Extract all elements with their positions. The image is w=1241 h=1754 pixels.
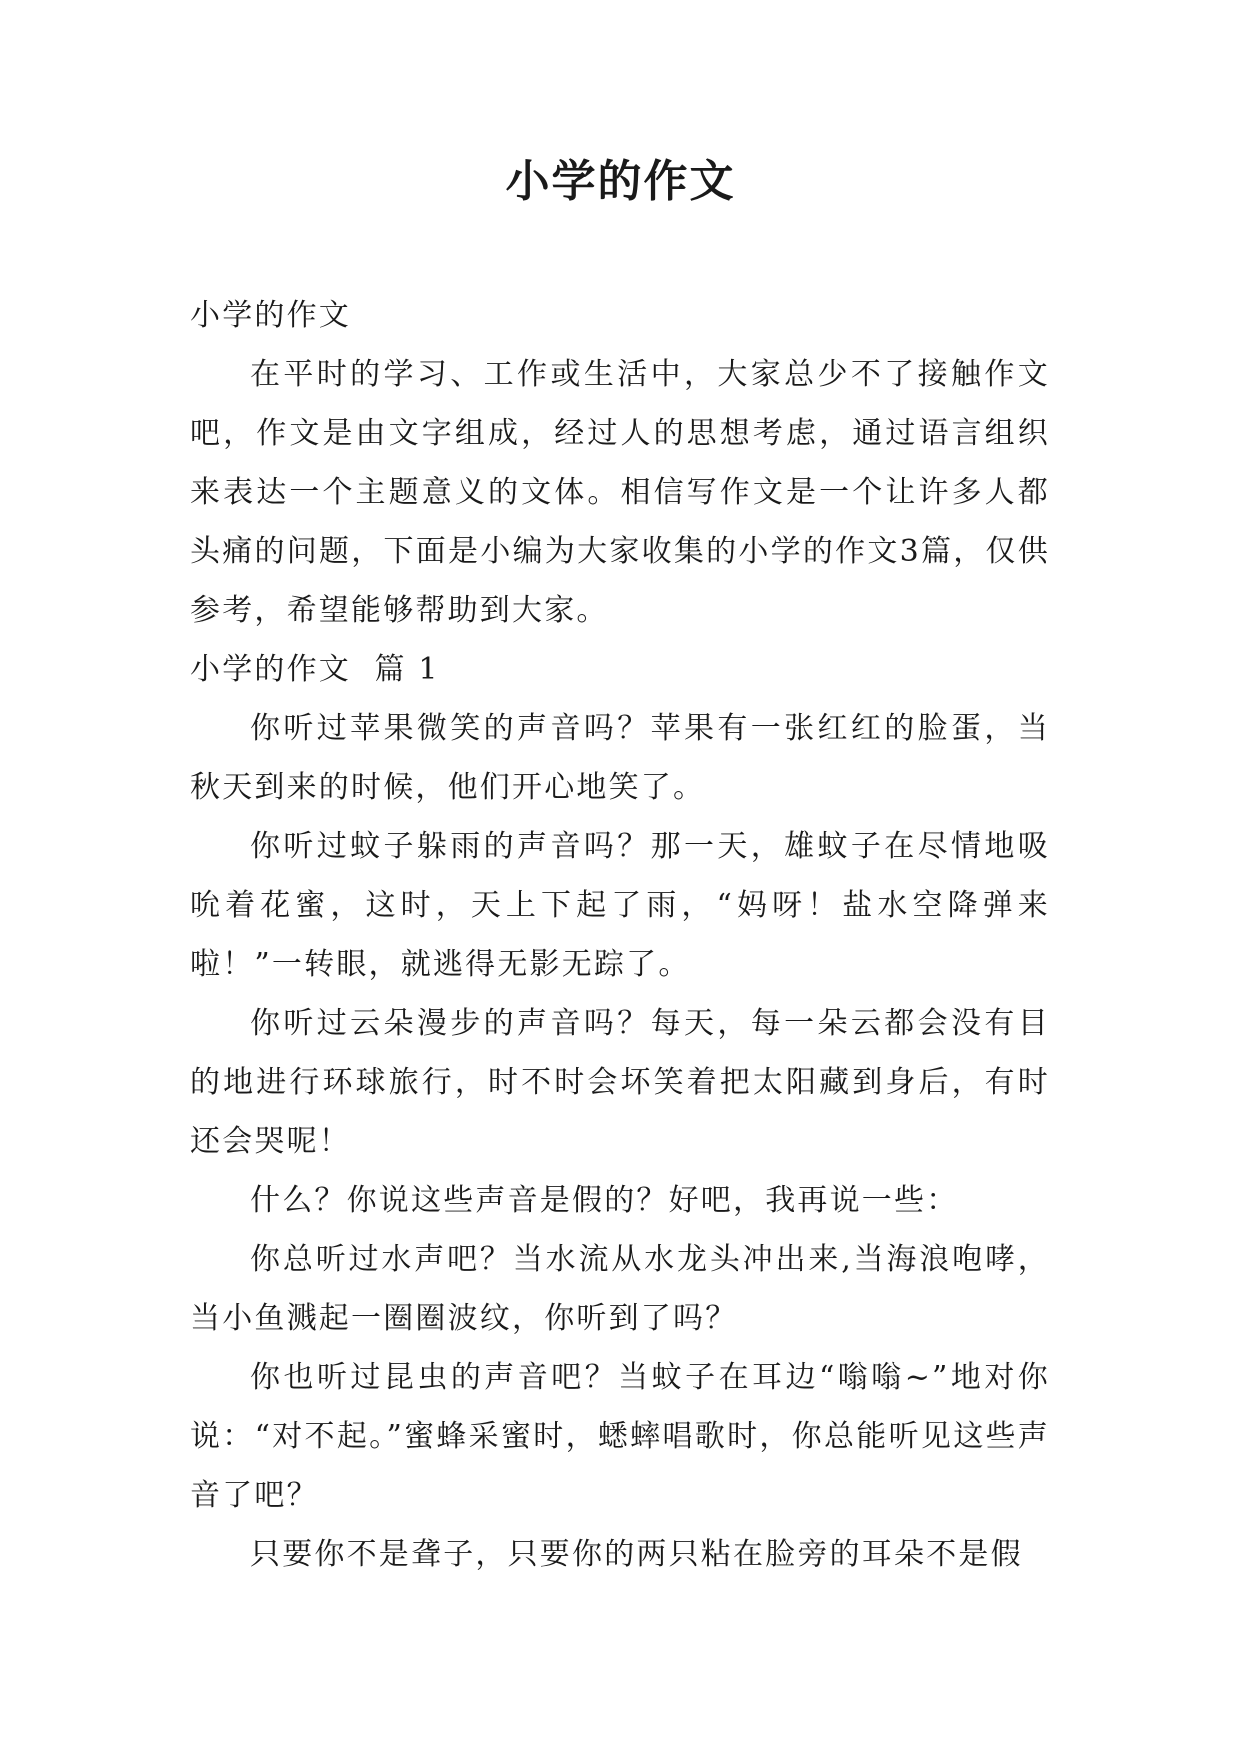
- body-paragraph: 你听过蚊子躲雨的声音吗？那一天，雄蚊子在尽情地吸吮着花蜜，这时，天上下起了雨，“妈呀！盐水空降弹来啦！”一转眼，就逃得无影无踪了。: [190, 829, 1050, 982]
- body-paragraph: 你听过云朵漫步的声音吗？每天，每一朵云都会没有目的地进行环球旅行，时不时会坏笑着把太阳藏到身后，有时还会哭呢！: [190, 1006, 1050, 1159]
- body-paragraph: 只要你不是聋子，只要你的两只粘在脸旁的耳朵不是假: [250, 1537, 1023, 1572]
- body-paragraph: 什么？你说这些声音是假的？好吧，我再说一些：: [250, 1183, 959, 1218]
- section-heading: 小学的作文 篇 1: [190, 652, 440, 687]
- document-subtitle: 小学的作文: [190, 298, 351, 333]
- intro-paragraph: 在平时的学习、工作或生活中，大家总少不了接触作文吧，作文是由文字组成，经过人的思想考虑，通过语言组织来表达一个主题意义的文体。相信写作文是一个让许多人都头痛的问题，下面是小编为大家收集的小学的作文3篇，仅供参考，希望能够帮助到大家。: [190, 357, 1050, 628]
- body-paragraph: 你听过苹果微笑的声音吗？苹果有一张红红的脸蛋，当秋天到来的时候，他们开心地笑了。: [190, 711, 1050, 805]
- body-paragraph: 你总听过水声吧？当水流从水龙头冲出来,当海浪咆哮，当小鱼溅起一圈圈波纹，你听到了吗？: [190, 1242, 1050, 1336]
- body-paragraph: 你也听过昆虫的声音吧？当蚊子在耳边“嗡嗡~”地对你说：“对不起。”蜜蜂采蜜时，蟋蟀唱歌时，你总能听见这些声音了吧？: [190, 1360, 1050, 1513]
- document-title: 小学的作文: [505, 156, 736, 207]
- document-body: [190, 286, 1050, 1584]
